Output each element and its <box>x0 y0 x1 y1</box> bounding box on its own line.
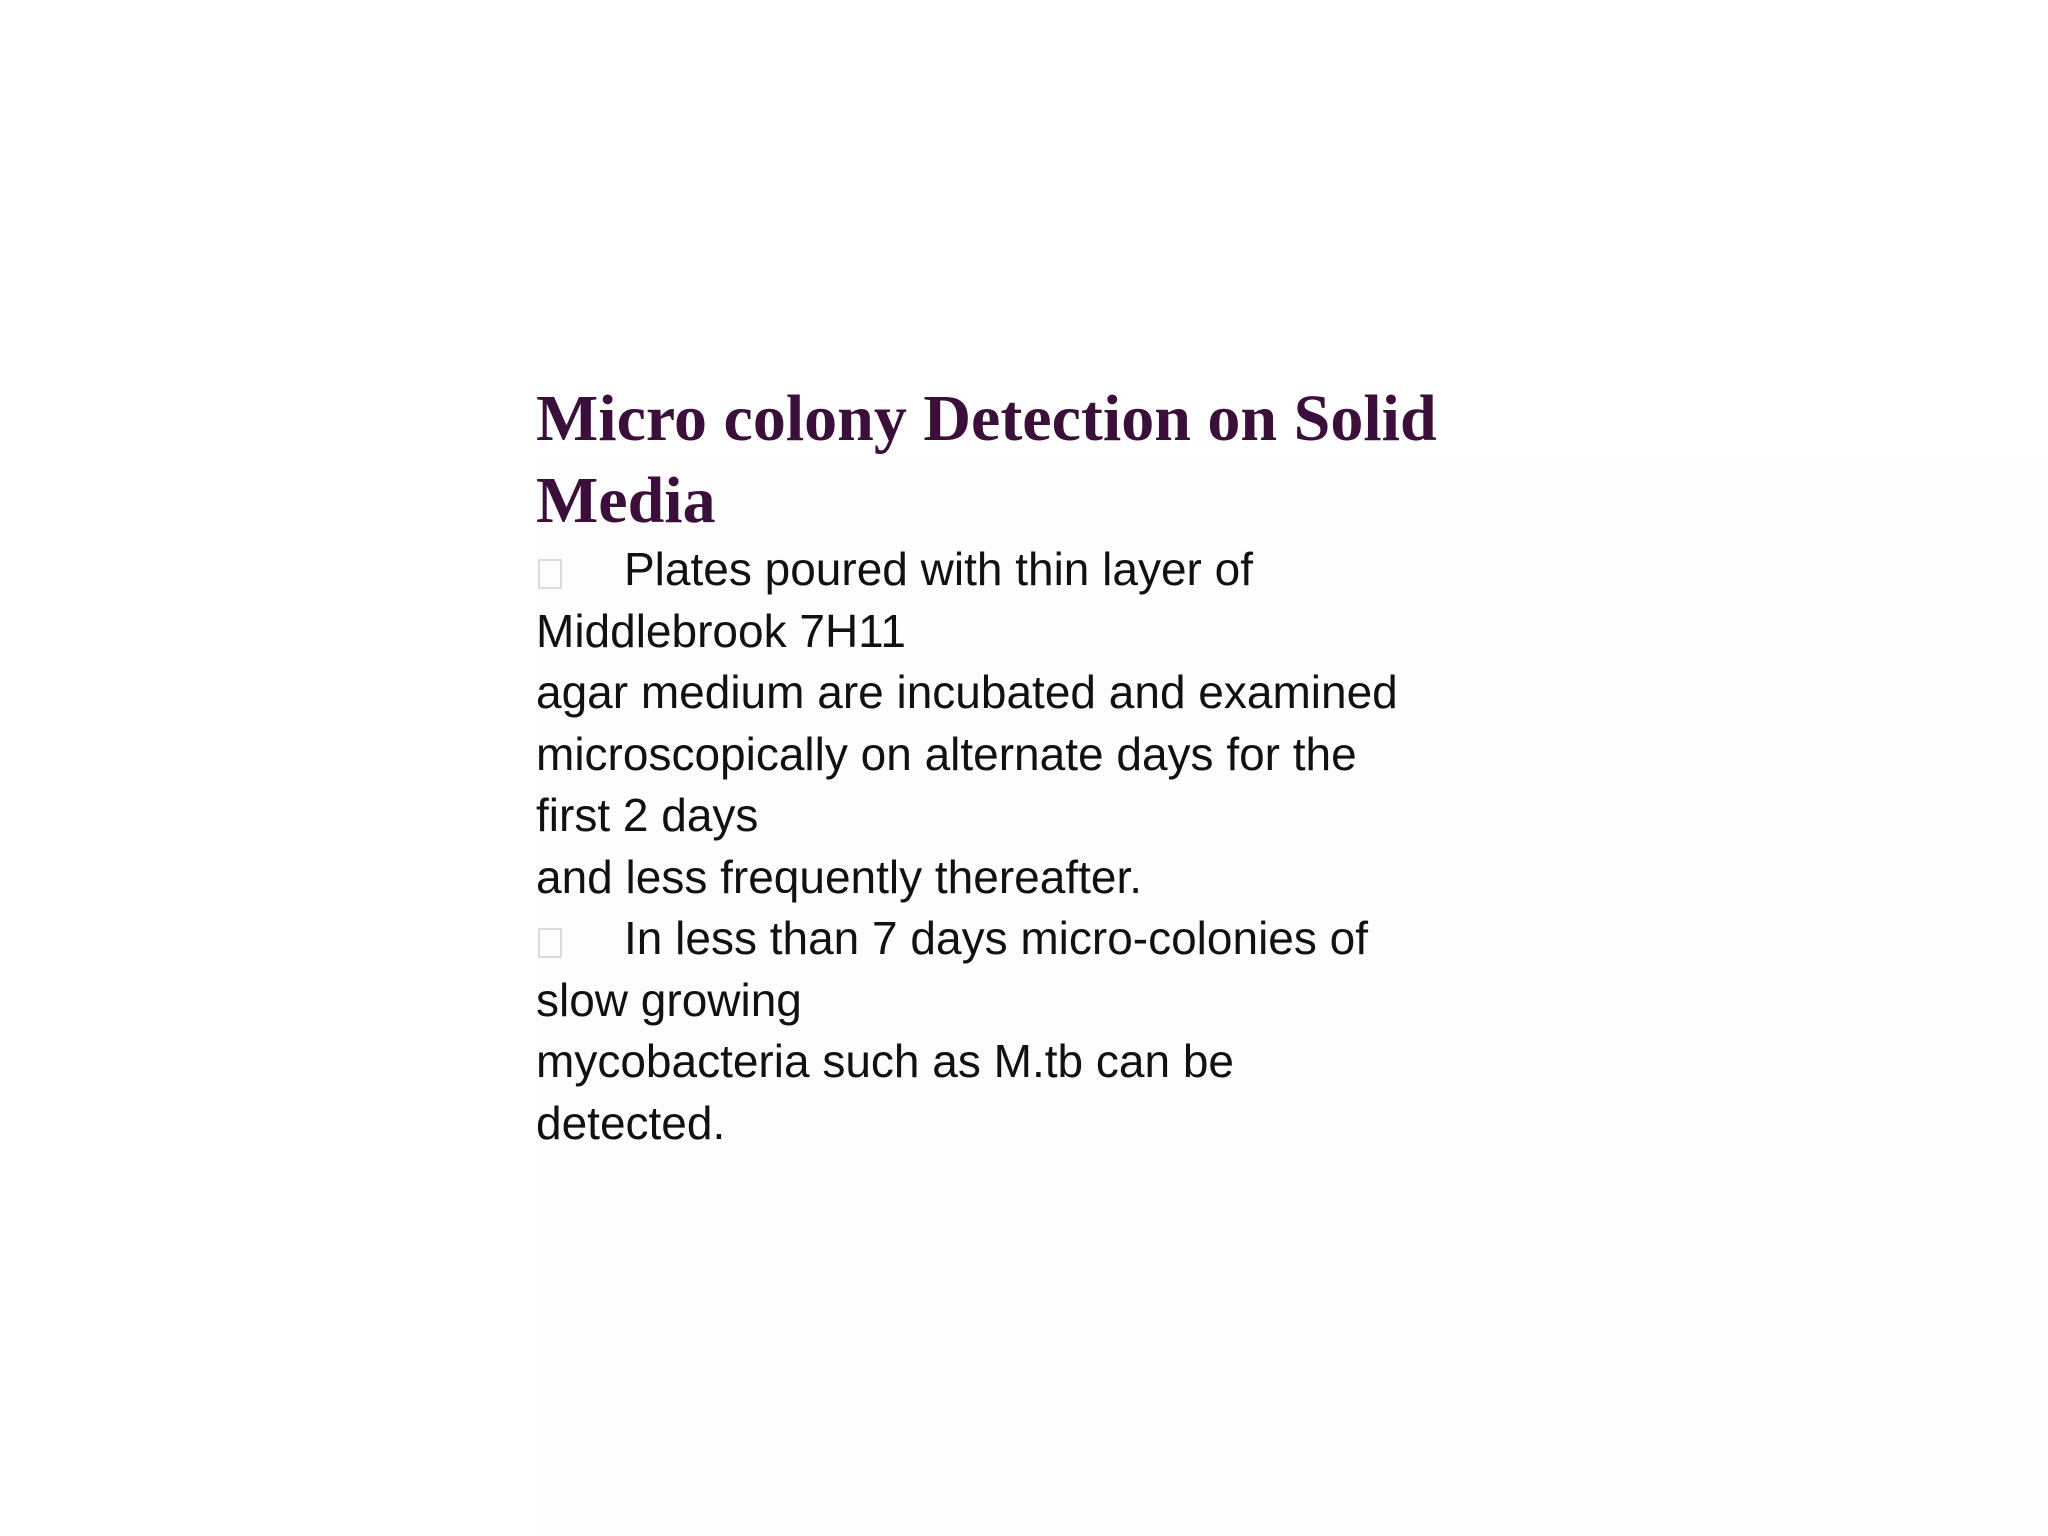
bullet-line: detected. <box>536 1096 726 1149</box>
bullet-line: agar medium are incubated and examined <box>536 666 1398 718</box>
bullet-item <box>536 908 1576 1154</box>
bullet-item <box>536 539 1576 908</box>
slide-title <box>536 378 1576 542</box>
title-line: Micro colony Detection on Solid <box>536 382 1437 455</box>
bullet-text: Plates poured with thin layer of <box>624 543 1254 595</box>
bullet-line: first 2 days <box>536 789 759 841</box>
bullet-line: slow growing <box>536 973 802 1026</box>
bullet-text: In less than 7 days micro-colonies of <box>624 912 1369 964</box>
bullet-line: microscopically on alternate days for the <box>536 727 1357 780</box>
slide-body <box>536 539 1576 1154</box>
empty-box-bullet-icon <box>538 928 562 958</box>
slide-content <box>536 378 1576 1154</box>
bullet-line: Middlebrook 7H11 <box>536 604 906 657</box>
bullet-line: mycobacteria such as M.tb can be <box>536 1035 1234 1087</box>
bullet-line <box>536 539 1576 601</box>
title-line: Media <box>536 464 716 537</box>
bullet-line <box>536 908 1576 970</box>
empty-box-bullet-icon <box>538 559 562 589</box>
bullet-line: and less frequently thereafter. <box>536 850 1143 903</box>
